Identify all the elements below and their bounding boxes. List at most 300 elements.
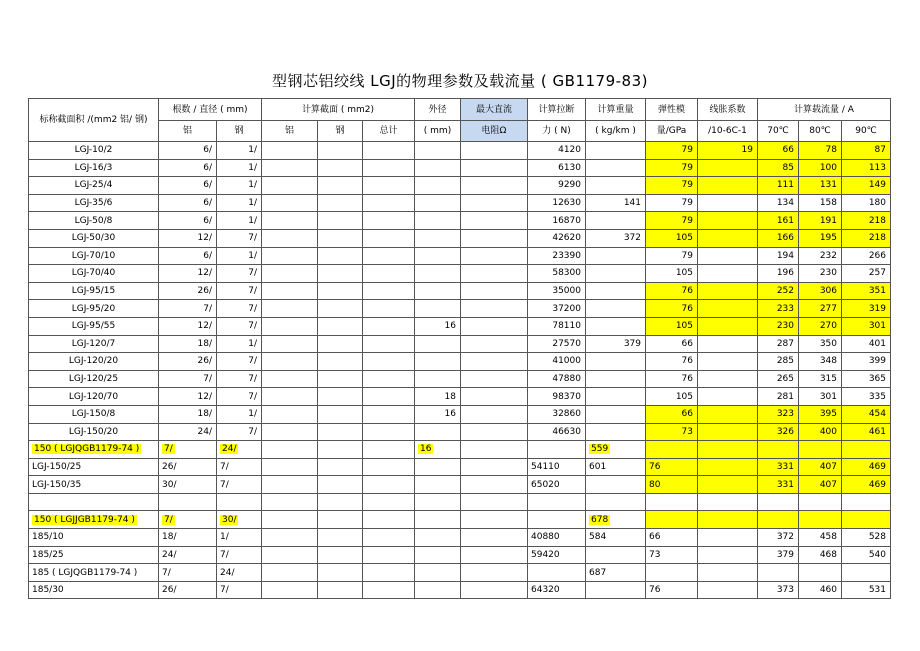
cell-amp-70 bbox=[758, 370, 799, 388]
cell-elastic-text: 73 bbox=[681, 426, 693, 437]
cell-name-text: LGJ-120/20 bbox=[68, 356, 119, 367]
cell-tension bbox=[528, 529, 586, 547]
cell-outer-diameter bbox=[415, 229, 461, 247]
cell-name bbox=[29, 300, 159, 318]
cell-amp-90 bbox=[842, 388, 891, 406]
cell-tension-text: 47880 bbox=[552, 374, 581, 385]
cell-amp-90 bbox=[842, 353, 891, 371]
cell-amp-80 bbox=[799, 405, 842, 423]
cell-outer-diameter bbox=[415, 423, 461, 441]
cell-amp-70 bbox=[758, 441, 799, 459]
cell-name-text: 150 ( LGJQGB1179-74 ) bbox=[34, 444, 140, 455]
cell-elastic bbox=[646, 529, 698, 547]
cell-tension bbox=[528, 177, 586, 195]
cell-expansion bbox=[698, 159, 758, 177]
cell-steel-section bbox=[318, 511, 363, 529]
cell-amp-90-text: 528 bbox=[868, 532, 886, 543]
table-row bbox=[29, 194, 891, 212]
cell-amp-90-text: 218 bbox=[868, 233, 886, 244]
cell-steel-section bbox=[318, 335, 363, 353]
cell-tension-text: 6130 bbox=[558, 162, 581, 173]
cell-amp-90-text: 266 bbox=[868, 250, 886, 261]
cell-weight-text: 559 bbox=[591, 444, 609, 455]
cell-amp-70-text: 233 bbox=[776, 303, 794, 314]
table-row bbox=[29, 247, 891, 265]
cell-al-section bbox=[262, 529, 318, 547]
cell-expansion bbox=[698, 247, 758, 265]
cell-tension bbox=[528, 265, 586, 283]
cell-steel-count-text: 1/ bbox=[248, 215, 257, 226]
cell-al-count bbox=[159, 300, 217, 318]
cell-amp-80 bbox=[799, 423, 842, 441]
cell-amp-80 bbox=[799, 581, 842, 599]
header-calc-section: 计算截面 ( mm2) bbox=[262, 99, 415, 121]
cell-amp-90-text: 469 bbox=[868, 461, 886, 472]
cell-weight bbox=[586, 511, 646, 529]
cell-total-section bbox=[363, 370, 415, 388]
cell-outer-diameter bbox=[415, 212, 461, 230]
cell-steel-section bbox=[318, 247, 363, 265]
cell-tension bbox=[528, 282, 586, 300]
cell-tension-text: 46630 bbox=[552, 426, 581, 437]
cell-total-section bbox=[363, 247, 415, 265]
cell-elastic bbox=[646, 370, 698, 388]
cell-max-dc bbox=[461, 335, 528, 353]
cell-total-section bbox=[363, 229, 415, 247]
cell-amp-70 bbox=[758, 212, 799, 230]
cell-al-section bbox=[262, 476, 318, 494]
cell-steel-section bbox=[318, 282, 363, 300]
cell-name-text: 185/30 bbox=[32, 585, 64, 596]
cell-weight bbox=[586, 353, 646, 371]
cell-weight bbox=[586, 476, 646, 494]
cell-amp-80-text: 277 bbox=[819, 303, 837, 314]
cell-weight bbox=[586, 335, 646, 353]
cell-steel-count bbox=[217, 564, 262, 582]
cell-steel-count-text: 24/ bbox=[222, 444, 237, 455]
cell-elastic bbox=[646, 441, 698, 459]
cell-al-count bbox=[159, 511, 217, 529]
cell-amp-80 bbox=[799, 353, 842, 371]
cell-amp-70-text: 194 bbox=[776, 250, 794, 261]
cell-weight bbox=[586, 212, 646, 230]
cell-total-section bbox=[363, 159, 415, 177]
cell-tension-text: 9290 bbox=[558, 180, 581, 191]
cell-expansion bbox=[698, 564, 758, 582]
cell-expansion bbox=[698, 529, 758, 547]
document-title: 型钢芯铝绞线 LGJ的物理参数及载流量 ( GB1179-83) bbox=[271, 72, 648, 90]
cell-amp-90 bbox=[842, 282, 891, 300]
cell-amp-80 bbox=[799, 335, 842, 353]
cell-al-count-text: 12/ bbox=[197, 233, 212, 244]
cell-total-section bbox=[363, 423, 415, 441]
cell-elastic bbox=[646, 493, 698, 511]
cell-steel-section bbox=[318, 177, 363, 195]
cell-elastic bbox=[646, 511, 698, 529]
cell-steel-count bbox=[217, 335, 262, 353]
cell-max-dc bbox=[461, 229, 528, 247]
cell-elastic bbox=[646, 546, 698, 564]
cell-amp-80-text: 191 bbox=[819, 215, 837, 226]
cell-amp-70-text: 285 bbox=[776, 356, 794, 367]
cell-amp-90 bbox=[842, 159, 891, 177]
cell-name-text: 150 ( LGJJGB1179-74 ) bbox=[34, 514, 135, 525]
cell-amp-90-text: 461 bbox=[868, 426, 886, 437]
cell-amp-80-text: 407 bbox=[819, 479, 837, 490]
cell-al-section bbox=[262, 493, 318, 511]
header-nominal-section: 标称截面积 /(mm2 铝/ 钢) bbox=[29, 99, 159, 142]
cell-amp-80-text: 230 bbox=[819, 268, 837, 279]
cell-total-section bbox=[363, 194, 415, 212]
cell-al-count bbox=[159, 441, 217, 459]
cell-weight bbox=[586, 265, 646, 283]
cell-amp-80-text: 468 bbox=[819, 549, 837, 560]
cell-elastic bbox=[646, 212, 698, 230]
cell-amp-70-text: 161 bbox=[776, 215, 794, 226]
cell-steel-section bbox=[318, 493, 363, 511]
cell-name bbox=[29, 177, 159, 195]
cell-amp-80 bbox=[799, 458, 842, 476]
cell-amp-70-text: 265 bbox=[776, 374, 794, 385]
cell-max-dc bbox=[461, 423, 528, 441]
cell-amp-90 bbox=[842, 300, 891, 318]
cell-amp-90-text: 531 bbox=[868, 585, 886, 596]
table-row bbox=[29, 353, 891, 371]
cell-weight bbox=[586, 441, 646, 459]
cell-elastic bbox=[646, 317, 698, 335]
cell-al-section bbox=[262, 388, 318, 406]
cell-tension-text: 65020 bbox=[531, 479, 560, 490]
cell-al-section bbox=[262, 581, 318, 599]
header-max-dc-unit: 电阻Ω bbox=[461, 121, 528, 142]
cell-name-text: LGJ-120/25 bbox=[68, 374, 119, 385]
cell-name-text: LGJ-150/35 bbox=[32, 479, 82, 490]
cell-al-section bbox=[262, 212, 318, 230]
cell-steel-section bbox=[318, 353, 363, 371]
cell-steel-count-text: 30/ bbox=[222, 514, 237, 525]
cell-amp-70-text: 281 bbox=[776, 391, 794, 402]
cell-expansion bbox=[698, 546, 758, 564]
cell-expansion bbox=[698, 282, 758, 300]
cell-amp-80-text: 158 bbox=[819, 198, 837, 209]
cell-al-count-text: 6/ bbox=[203, 145, 212, 156]
cell-amp-90 bbox=[842, 458, 891, 476]
cell-max-dc bbox=[461, 353, 528, 371]
cell-steel-count bbox=[217, 388, 262, 406]
cell-tension bbox=[528, 142, 586, 160]
header-temp-80: 80℃ bbox=[799, 121, 842, 142]
cell-amp-80 bbox=[799, 370, 842, 388]
cell-name bbox=[29, 388, 159, 406]
cell-al-section bbox=[262, 317, 318, 335]
cell-al-count bbox=[159, 335, 217, 353]
cell-al-count-text: 6/ bbox=[203, 162, 212, 173]
cell-al-section bbox=[262, 458, 318, 476]
cell-name-text: LGJ-150/8 bbox=[71, 409, 116, 420]
cell-amp-80-text: 460 bbox=[819, 585, 837, 596]
cell-total-section bbox=[363, 212, 415, 230]
cell-outer-diameter bbox=[415, 353, 461, 371]
cell-expansion bbox=[698, 194, 758, 212]
cell-amp-80 bbox=[799, 229, 842, 247]
cell-total-section bbox=[363, 300, 415, 318]
table-row bbox=[29, 388, 891, 406]
cell-steel-section bbox=[318, 317, 363, 335]
cell-name bbox=[29, 476, 159, 494]
cell-steel-count-text: 1/ bbox=[248, 250, 257, 261]
cell-amp-70 bbox=[758, 476, 799, 494]
cell-weight bbox=[586, 247, 646, 265]
cell-amp-70-text: 166 bbox=[776, 233, 794, 244]
cell-expansion bbox=[698, 458, 758, 476]
cell-amp-70 bbox=[758, 405, 799, 423]
cell-outer-diameter bbox=[415, 142, 461, 160]
cell-total-section bbox=[363, 353, 415, 371]
cell-steel-count bbox=[217, 282, 262, 300]
cell-amp-70-text: 379 bbox=[776, 549, 794, 560]
cell-al-count-text: 7/ bbox=[203, 303, 212, 314]
cell-tension bbox=[528, 441, 586, 459]
cell-tension-text: 27570 bbox=[552, 338, 581, 349]
cell-amp-90 bbox=[842, 546, 891, 564]
cell-amp-90-text: 365 bbox=[868, 374, 886, 385]
cell-expansion bbox=[698, 405, 758, 423]
header-calc-tension-unit: 力 ( N) bbox=[528, 121, 586, 142]
cell-steel-count-text: 7/ bbox=[248, 374, 257, 385]
cell-name-text: LGJ-70/10 bbox=[71, 250, 116, 261]
cell-outer-diameter bbox=[415, 247, 461, 265]
cell-tension bbox=[528, 212, 586, 230]
cell-al-section bbox=[262, 370, 318, 388]
header-outer-diameter: 外径 bbox=[415, 99, 461, 121]
cell-amp-90 bbox=[842, 581, 891, 599]
cell-outer-diameter bbox=[415, 476, 461, 494]
cell-steel-count-text: 24/ bbox=[220, 567, 235, 578]
cell-elastic-text: 66 bbox=[681, 338, 693, 349]
header-count-diameter: 根数 / 直径 ( mm) bbox=[159, 99, 262, 121]
cell-steel-count-text: 1/ bbox=[248, 145, 257, 156]
cell-amp-80-text: 407 bbox=[819, 461, 837, 472]
cell-total-section bbox=[363, 177, 415, 195]
cell-amp-70-text: 252 bbox=[776, 286, 794, 297]
cell-amp-90-text: 351 bbox=[868, 286, 886, 297]
cell-amp-70-text: 326 bbox=[776, 426, 794, 437]
cell-tension-text: 78110 bbox=[552, 321, 581, 332]
cell-expansion bbox=[698, 493, 758, 511]
cell-outer-diameter bbox=[415, 194, 461, 212]
cell-tension bbox=[528, 247, 586, 265]
cell-max-dc bbox=[461, 441, 528, 459]
cell-weight bbox=[586, 194, 646, 212]
table-row bbox=[29, 229, 891, 247]
cell-al-count-text: 26/ bbox=[162, 585, 177, 596]
cell-name-text: 185/10 bbox=[32, 532, 64, 543]
cell-amp-80 bbox=[799, 142, 842, 160]
cell-steel-count bbox=[217, 511, 262, 529]
cell-expansion-text: 19 bbox=[741, 145, 753, 156]
cell-elastic bbox=[646, 142, 698, 160]
cell-steel-count bbox=[217, 212, 262, 230]
cell-tension-text: 42620 bbox=[552, 233, 581, 244]
cell-amp-90 bbox=[842, 370, 891, 388]
cell-amp-90 bbox=[842, 194, 891, 212]
cell-steel-section bbox=[318, 423, 363, 441]
cell-max-dc bbox=[461, 546, 528, 564]
cell-name bbox=[29, 159, 159, 177]
cell-tension bbox=[528, 229, 586, 247]
cell-tension bbox=[528, 564, 586, 582]
cell-name bbox=[29, 142, 159, 160]
cell-total-section bbox=[363, 493, 415, 511]
cell-steel-section bbox=[318, 229, 363, 247]
cell-steel-count bbox=[217, 177, 262, 195]
cell-tension bbox=[528, 194, 586, 212]
cell-weight bbox=[586, 300, 646, 318]
cell-weight bbox=[586, 493, 646, 511]
cell-amp-90 bbox=[842, 317, 891, 335]
cell-amp-80-text: 195 bbox=[819, 233, 837, 244]
cell-name bbox=[29, 194, 159, 212]
cell-tension bbox=[528, 423, 586, 441]
cell-name bbox=[29, 546, 159, 564]
cell-al-section bbox=[262, 335, 318, 353]
cell-amp-70 bbox=[758, 335, 799, 353]
cell-max-dc bbox=[461, 493, 528, 511]
cell-amp-70-text: 196 bbox=[776, 268, 794, 279]
cell-weight bbox=[586, 229, 646, 247]
cell-elastic-text: 105 bbox=[675, 321, 693, 332]
cell-amp-80-text: 232 bbox=[819, 250, 837, 261]
cell-amp-80 bbox=[799, 564, 842, 582]
cell-elastic bbox=[646, 177, 698, 195]
cell-elastic-text: 79 bbox=[681, 162, 693, 173]
cell-steel-count-text: 7/ bbox=[248, 286, 257, 297]
cell-max-dc bbox=[461, 300, 528, 318]
table-row bbox=[29, 458, 891, 476]
cell-amp-70-text: 230 bbox=[776, 321, 794, 332]
cell-amp-70 bbox=[758, 265, 799, 283]
cell-tension bbox=[528, 546, 586, 564]
cell-steel-section bbox=[318, 529, 363, 547]
cell-al-count bbox=[159, 423, 217, 441]
cell-al-count bbox=[159, 546, 217, 564]
cell-name bbox=[29, 493, 159, 511]
cell-weight-text: 372 bbox=[623, 233, 641, 244]
cell-al-count-text: 18/ bbox=[162, 532, 177, 543]
cell-tension-text: 58300 bbox=[552, 268, 581, 279]
cell-max-dc bbox=[461, 212, 528, 230]
cell-amp-70-text: 85 bbox=[782, 162, 794, 173]
cell-amp-80 bbox=[799, 493, 842, 511]
cell-al-count bbox=[159, 212, 217, 230]
cell-max-dc bbox=[461, 142, 528, 160]
cell-amp-90 bbox=[842, 177, 891, 195]
cell-weight bbox=[586, 423, 646, 441]
cell-amp-80-text: 395 bbox=[819, 409, 837, 420]
cell-al-section bbox=[262, 423, 318, 441]
cell-steel-count-text: 7/ bbox=[248, 233, 257, 244]
cell-al-count-text: 24/ bbox=[162, 549, 177, 560]
cell-name-text: LGJ-150/25 bbox=[32, 461, 82, 472]
cell-amp-90 bbox=[842, 564, 891, 582]
cell-steel-count-text: 1/ bbox=[248, 198, 257, 209]
cell-elastic-text: 79 bbox=[681, 215, 693, 226]
cell-expansion bbox=[698, 142, 758, 160]
header-al-section: 铝 bbox=[262, 121, 318, 142]
header-al-count: 铝 bbox=[159, 121, 217, 142]
cell-al-section bbox=[262, 441, 318, 459]
cell-total-section bbox=[363, 564, 415, 582]
cell-steel-count-text: 7/ bbox=[220, 479, 229, 490]
cell-name bbox=[29, 458, 159, 476]
cell-expansion bbox=[698, 353, 758, 371]
cell-outer-diameter bbox=[415, 581, 461, 599]
cell-al-count bbox=[159, 159, 217, 177]
cell-steel-count-text: 1/ bbox=[220, 532, 229, 543]
cell-steel-count bbox=[217, 142, 262, 160]
cell-steel-section bbox=[318, 300, 363, 318]
cell-amp-80 bbox=[799, 546, 842, 564]
cell-al-section bbox=[262, 229, 318, 247]
cell-al-count bbox=[159, 142, 217, 160]
cell-tension bbox=[528, 159, 586, 177]
table-row bbox=[29, 300, 891, 318]
header-calc-weight: 计算重量 bbox=[586, 99, 646, 121]
cell-al-count bbox=[159, 247, 217, 265]
cell-amp-70 bbox=[758, 511, 799, 529]
cell-steel-section bbox=[318, 142, 363, 160]
cell-amp-70-text: 134 bbox=[776, 198, 794, 209]
cell-name-text: LGJ-10/2 bbox=[74, 145, 113, 156]
cell-weight-text: 584 bbox=[589, 532, 607, 543]
cell-amp-70 bbox=[758, 423, 799, 441]
cell-outer-diameter bbox=[415, 405, 461, 423]
cell-elastic bbox=[646, 458, 698, 476]
cell-tension-text: 64320 bbox=[531, 585, 560, 596]
cell-amp-90 bbox=[842, 335, 891, 353]
cell-amp-90 bbox=[842, 423, 891, 441]
cell-total-section bbox=[363, 441, 415, 459]
cell-weight bbox=[586, 142, 646, 160]
cell-elastic-text: 79 bbox=[681, 145, 693, 156]
table-row bbox=[29, 441, 891, 459]
cell-max-dc bbox=[461, 177, 528, 195]
cell-tension bbox=[528, 335, 586, 353]
header-expansion-coef: 线胀系数 bbox=[698, 99, 758, 121]
cell-elastic bbox=[646, 476, 698, 494]
table-row bbox=[29, 282, 891, 300]
cell-elastic-text: 66 bbox=[681, 409, 693, 420]
cell-weight-text: 601 bbox=[589, 461, 607, 472]
cell-al-section bbox=[262, 300, 318, 318]
cell-name-text: 185 ( LGJQGB1179-74 ) bbox=[32, 567, 138, 578]
cell-al-section bbox=[262, 265, 318, 283]
cell-steel-count-text: 7/ bbox=[248, 303, 257, 314]
cell-al-count bbox=[159, 458, 217, 476]
cell-steel-section bbox=[318, 458, 363, 476]
cell-name bbox=[29, 370, 159, 388]
cell-outer-diameter bbox=[415, 265, 461, 283]
cell-al-section bbox=[262, 405, 318, 423]
cell-steel-count bbox=[217, 370, 262, 388]
cell-steel-count-text: 7/ bbox=[248, 268, 257, 279]
cell-amp-70 bbox=[758, 581, 799, 599]
cell-name-text: LGJ-95/15 bbox=[71, 286, 116, 297]
cell-elastic bbox=[646, 194, 698, 212]
cell-amp-80-text: 78 bbox=[825, 145, 837, 156]
cell-steel-count-text: 7/ bbox=[220, 461, 229, 472]
header-steel-count: 钢 bbox=[217, 121, 262, 142]
